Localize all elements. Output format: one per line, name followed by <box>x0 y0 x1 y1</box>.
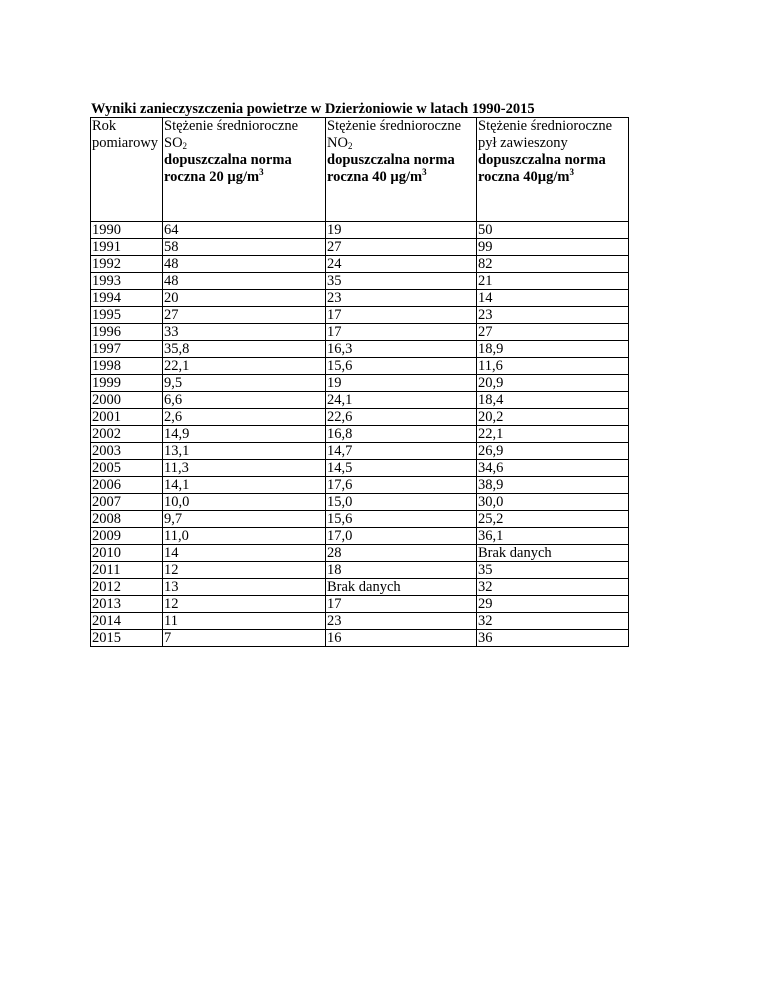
cell-so2: 11,3 <box>163 460 326 477</box>
table-row <box>91 358 629 375</box>
cell-dust: 20,2 <box>477 409 629 426</box>
cell-so2: 48 <box>163 273 326 290</box>
header-no2-pollutant: $NO_2$ <box>327 135 353 151</box>
cell-no2: 27 <box>326 239 477 256</box>
cell-year: 1993 <box>91 273 163 290</box>
header-so2-norm: dopuszczalna norma roczna 20 $\mu g/m^3$ <box>164 152 292 185</box>
cell-dust: 22,1 <box>477 426 629 443</box>
cell-no2: 22,6 <box>326 409 477 426</box>
header-no2-norm: dopuszczalna norma roczna 40 $\mu g/m^3$ <box>327 152 455 185</box>
table-row <box>91 375 629 392</box>
cell-year: 1992 <box>91 256 163 273</box>
cell-dust: 18,4 <box>477 392 629 409</box>
cell-year: 2009 <box>91 528 163 545</box>
cell-so2: 9,7 <box>163 511 326 528</box>
table-row <box>91 392 629 409</box>
cell-dust: 30,0 <box>477 494 629 511</box>
table-row <box>91 307 629 324</box>
cell-no2: 17 <box>326 324 477 341</box>
cell-so2: 13 <box>163 579 326 596</box>
header-no2 <box>326 118 477 222</box>
table-row <box>91 613 629 630</box>
table-row <box>91 562 629 579</box>
cell-no2: 19 <box>326 222 477 239</box>
cell-dust: 36,1 <box>477 528 629 545</box>
cell-dust: 11,6 <box>477 358 629 375</box>
table-row <box>91 443 629 460</box>
cell-so2: 7 <box>163 630 326 647</box>
cell-year: 1998 <box>91 358 163 375</box>
cell-year: 2008 <box>91 511 163 528</box>
cell-dust: 21 <box>477 273 629 290</box>
cell-so2: 2,6 <box>163 409 326 426</box>
table-row <box>91 273 629 290</box>
cell-year: 2003 <box>91 443 163 460</box>
cell-so2: 6,6 <box>163 392 326 409</box>
cell-year: 2007 <box>91 494 163 511</box>
cell-so2: 14 <box>163 545 326 562</box>
cell-dust: 27 <box>477 324 629 341</box>
table-row <box>91 324 629 341</box>
cell-no2: 17,6 <box>326 477 477 494</box>
cell-no2: 24,1 <box>326 392 477 409</box>
cell-so2: 13,1 <box>163 443 326 460</box>
cell-so2: 14,1 <box>163 477 326 494</box>
table-row <box>91 426 629 443</box>
cell-so2: 12 <box>163 596 326 613</box>
cell-dust: 26,9 <box>477 443 629 460</box>
header-so2-label: Stężenie średnioroczne <box>164 118 299 134</box>
cell-no2: 17 <box>326 596 477 613</box>
table-row <box>91 511 629 528</box>
table-row <box>91 579 629 596</box>
cell-dust: 50 <box>477 222 629 239</box>
cell-so2: 35,8 <box>163 341 326 358</box>
table-row <box>91 596 629 613</box>
cell-year: 2001 <box>91 409 163 426</box>
cell-dust: 32 <box>477 613 629 630</box>
cell-no2: 23 <box>326 613 477 630</box>
cell-year: 2002 <box>91 426 163 443</box>
cell-year: 1995 <box>91 307 163 324</box>
table-row <box>91 460 629 477</box>
cell-so2: 64 <box>163 222 326 239</box>
cell-dust: 34,6 <box>477 460 629 477</box>
table-body <box>91 222 629 647</box>
cell-so2: 48 <box>163 256 326 273</box>
cell-so2: 11,0 <box>163 528 326 545</box>
cell-dust: 82 <box>477 256 629 273</box>
cell-no2: 17,0 <box>326 528 477 545</box>
cell-dust: 99 <box>477 239 629 256</box>
cell-so2: 11 <box>163 613 326 630</box>
cell-no2: 18 <box>326 562 477 579</box>
header-no2-label: Stężenie średnioroczne <box>327 118 462 134</box>
cell-no2: 28 <box>326 545 477 562</box>
header-year <box>91 118 163 222</box>
cell-so2: 9,5 <box>163 375 326 392</box>
table-row <box>91 477 629 494</box>
cell-dust: 35 <box>477 562 629 579</box>
cell-year: 1990 <box>91 222 163 239</box>
cell-so2: 22,1 <box>163 358 326 375</box>
cell-year: 1997 <box>91 341 163 358</box>
table-row <box>91 341 629 358</box>
cell-year: 1999 <box>91 375 163 392</box>
cell-no2: 14,5 <box>326 460 477 477</box>
header-year-line2: pomiarowy <box>92 135 159 151</box>
cell-dust: 36 <box>477 630 629 647</box>
cell-so2: 14,9 <box>163 426 326 443</box>
header-so2-pollutant: $SO_2$ <box>164 135 188 151</box>
cell-no2: 15,6 <box>326 511 477 528</box>
table-row <box>91 528 629 545</box>
cell-no2: Brak danych <box>326 579 477 596</box>
cell-no2: 19 <box>326 375 477 392</box>
cell-dust: 32 <box>477 579 629 596</box>
header-dust-pollutant: pył zawieszony <box>478 135 568 151</box>
cell-year: 2012 <box>91 579 163 596</box>
header-dust-label: Stężenie średnioroczne <box>478 118 613 134</box>
cell-no2: 17 <box>326 307 477 324</box>
cell-year: 2006 <box>91 477 163 494</box>
cell-dust: 25,2 <box>477 511 629 528</box>
cell-no2: 14,7 <box>326 443 477 460</box>
cell-no2: 24 <box>326 256 477 273</box>
pollution-table <box>90 117 629 647</box>
cell-so2: 33 <box>163 324 326 341</box>
cell-no2: 16,3 <box>326 341 477 358</box>
cell-year: 2013 <box>91 596 163 613</box>
cell-so2: 20 <box>163 290 326 307</box>
table-row <box>91 630 629 647</box>
cell-year: 2010 <box>91 545 163 562</box>
header-so2 <box>163 118 326 222</box>
cell-year: 2014 <box>91 613 163 630</box>
cell-dust: 23 <box>477 307 629 324</box>
cell-no2: 15,6 <box>326 358 477 375</box>
table-row <box>91 494 629 511</box>
document-title: Wyniki zanieczyszczenia powietrze w Dzierżoniowie w latach 1990-2015 <box>91 101 535 117</box>
cell-year: 1994 <box>91 290 163 307</box>
cell-year: 2011 <box>91 562 163 579</box>
table-row <box>91 256 629 273</box>
header-dust <box>477 118 629 222</box>
table-header-row <box>91 118 629 222</box>
cell-so2: 12 <box>163 562 326 579</box>
cell-so2: 58 <box>163 239 326 256</box>
table-row <box>91 222 629 239</box>
cell-no2: 23 <box>326 290 477 307</box>
cell-year: 1991 <box>91 239 163 256</box>
cell-so2: 27 <box>163 307 326 324</box>
cell-dust: 18,9 <box>477 341 629 358</box>
cell-dust: 20,9 <box>477 375 629 392</box>
cell-year: 1996 <box>91 324 163 341</box>
cell-dust: 38,9 <box>477 477 629 494</box>
table-row <box>91 290 629 307</box>
cell-dust: 14 <box>477 290 629 307</box>
cell-no2: 16 <box>326 630 477 647</box>
cell-year: 2005 <box>91 460 163 477</box>
cell-year: 2015 <box>91 630 163 647</box>
cell-dust: 29 <box>477 596 629 613</box>
table-row <box>91 239 629 256</box>
cell-dust: Brak danych <box>477 545 629 562</box>
cell-year: 2000 <box>91 392 163 409</box>
table-row <box>91 545 629 562</box>
cell-no2: 35 <box>326 273 477 290</box>
cell-no2: 15,0 <box>326 494 477 511</box>
table-row <box>91 409 629 426</box>
cell-so2: 10,0 <box>163 494 326 511</box>
header-year-line1: Rok <box>92 118 117 134</box>
cell-no2: 16,8 <box>326 426 477 443</box>
header-dust-norm: dopuszczalna norma roczna $40\mu g/m^3$ <box>478 152 606 185</box>
